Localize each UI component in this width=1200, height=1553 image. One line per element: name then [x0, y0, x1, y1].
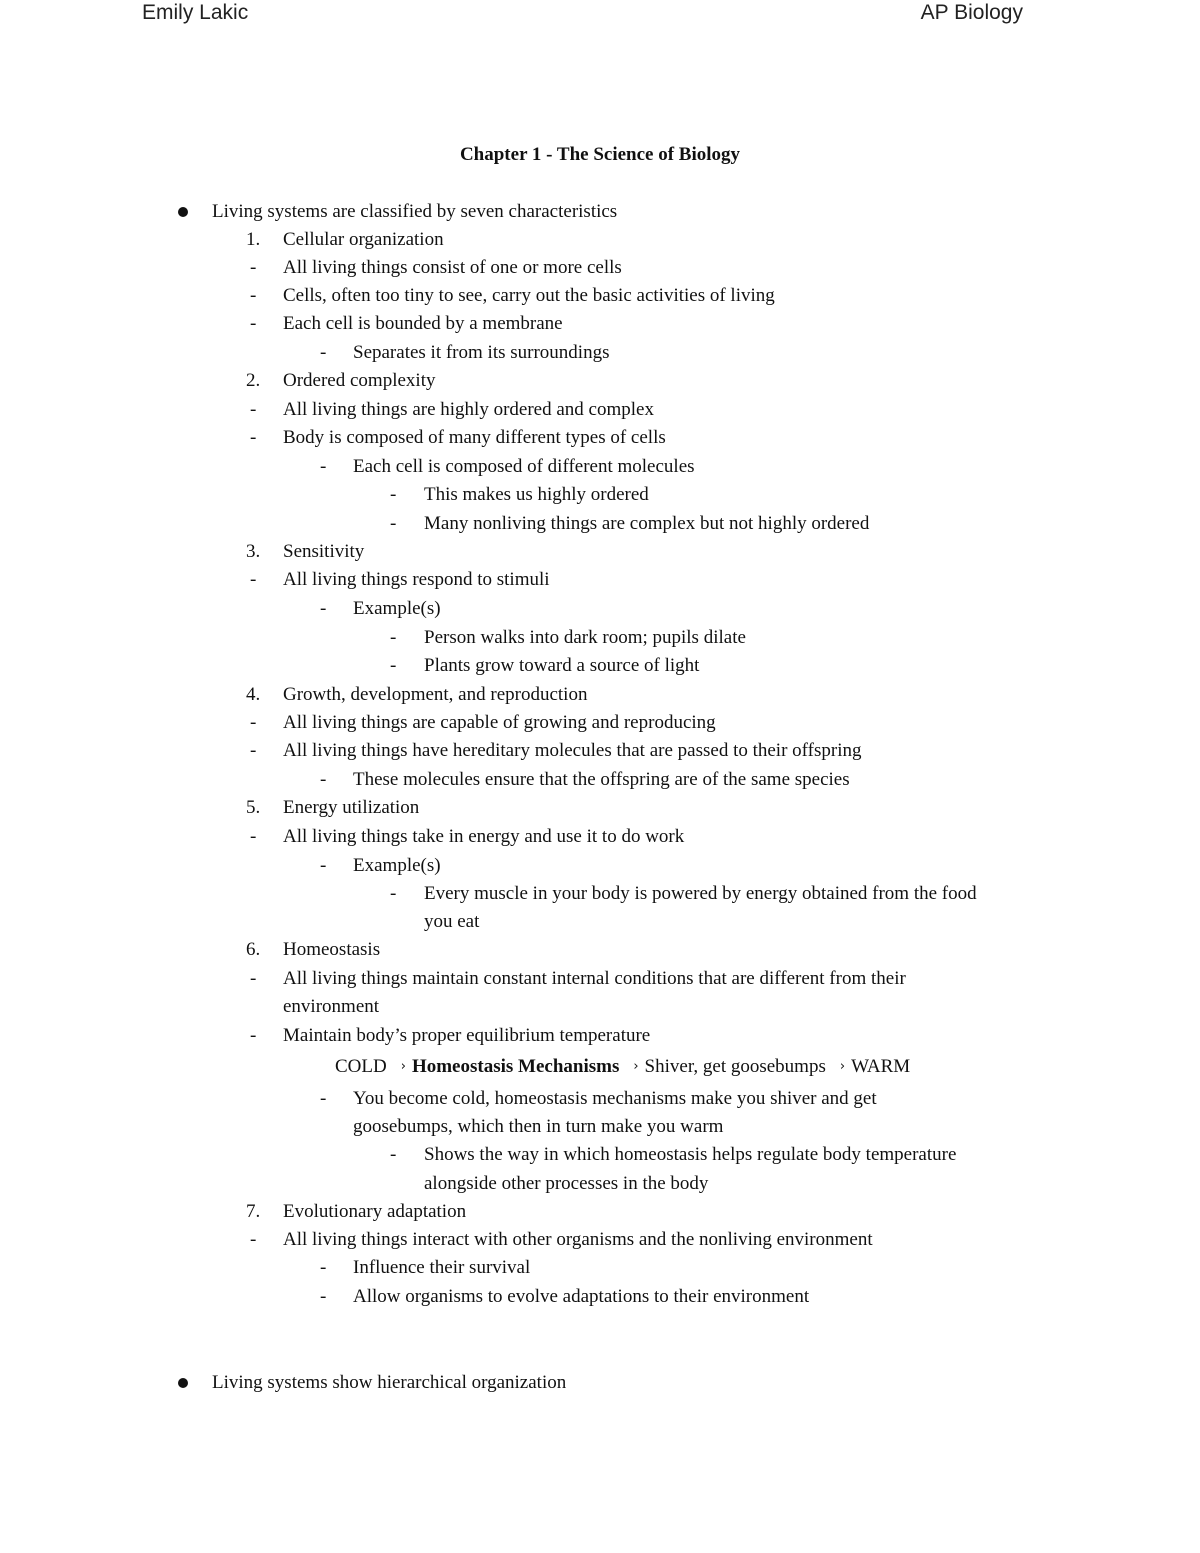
list-item-continuation: you eat	[424, 911, 480, 932]
dash-marker: -	[250, 427, 257, 448]
list-item: Growth, development, and reproduction	[283, 684, 588, 705]
list-item: All living things maintain constant internal conditions that are different from their	[283, 968, 906, 989]
dash-marker: -	[320, 1257, 327, 1278]
dash-marker: -	[320, 1286, 327, 1307]
list-item: Sensitivity	[283, 541, 365, 562]
list-item: Evolutionary adaptation	[283, 1201, 467, 1222]
list-item: You become cold, homeostasis mechanisms make you shiver and get	[353, 1088, 877, 1109]
dash-marker: -	[250, 285, 257, 306]
list-item: Homeostasis	[283, 939, 381, 960]
dash-marker: -	[250, 399, 257, 420]
dash-marker: -	[320, 456, 327, 477]
list-item: Each cell is bounded by a membrane	[283, 313, 563, 334]
flow-step-mechanisms: Homeostasis Mechanisms	[411, 1056, 620, 1077]
list-item: All living things are highly ordered and complex	[283, 399, 654, 420]
bullet-icon	[178, 207, 188, 217]
dash-marker: -	[390, 627, 397, 648]
list-item: Plants grow toward a source of light	[424, 655, 700, 676]
list-number: 6.	[246, 939, 261, 960]
list-item: All living things have hereditary molecules that are passed to their offspring	[283, 740, 862, 761]
list-item: Many nonliving things are complex but not highly ordered	[424, 513, 870, 534]
list-number: 1.	[246, 229, 261, 250]
dash-marker: -	[390, 655, 397, 676]
list-item: Separates it from its surroundings	[353, 342, 610, 363]
dash-marker: -	[250, 740, 257, 761]
list-item-continuation: environment	[283, 996, 380, 1017]
list-item: Cells, often too tiny to see, carry out the basic activities of living	[283, 285, 775, 306]
dash-marker: -	[250, 1229, 257, 1250]
header-course: AP Biology	[920, 1, 1023, 24]
dash-marker: -	[250, 313, 257, 334]
list-number: 3.	[246, 541, 261, 562]
list-item: These molecules ensure that the offspring are of the same species	[353, 769, 850, 790]
homeostasis-flow	[335, 1054, 910, 1082]
list-item: This makes us highly ordered	[424, 484, 649, 505]
list-item: All living things interact with other organisms and the nonliving environment	[283, 1229, 873, 1250]
page-title: Chapter 1 - The Science of Biology	[459, 144, 741, 165]
dash-marker: -	[320, 598, 327, 619]
bullet-item: Living systems show hierarchical organization	[212, 1372, 567, 1393]
list-item-continuation: goosebumps, which then in turn make you warm	[353, 1116, 724, 1137]
chevron-right-icon: ›	[400, 1059, 406, 1074]
list-item: Ordered complexity	[283, 370, 436, 391]
list-item: Every muscle in your body is powered by energy obtained from the food	[424, 883, 977, 904]
list-item: All living things take in energy and use it to do work	[283, 826, 685, 847]
flow-step-shiver: Shiver, get goosebumps	[644, 1056, 826, 1077]
dash-marker: -	[250, 826, 257, 847]
dash-marker: -	[250, 569, 257, 590]
bullet-item: Living systems are classified by seven characteristics	[212, 201, 618, 222]
list-item: Maintain body’s proper equilibrium temperature	[283, 1025, 651, 1046]
chevron-right-icon: ›	[633, 1059, 639, 1074]
list-number: 4.	[246, 684, 261, 705]
list-item: Body is composed of many different types of cells	[283, 427, 666, 448]
dash-marker: -	[250, 257, 257, 278]
list-number: 2.	[246, 370, 261, 391]
flow-step-warm: WARM	[851, 1056, 911, 1077]
list-item: All living things consist of one or more cells	[283, 257, 622, 278]
list-number: 7.	[246, 1201, 261, 1222]
list-item: All living things respond to stimuli	[283, 569, 550, 590]
list-item: Energy utilization	[283, 797, 420, 818]
list-item-continuation: alongside other processes in the body	[424, 1173, 709, 1194]
list-item: Each cell is composed of different molecules	[353, 456, 695, 477]
dash-marker: -	[320, 769, 327, 790]
list-number: 5.	[246, 797, 261, 818]
dash-marker: -	[390, 484, 397, 505]
list-item: Shows the way in which homeostasis helps regulate body temperature	[424, 1144, 957, 1165]
list-item: Allow organisms to evolve adaptations to their environment	[353, 1286, 810, 1307]
list-item: Cellular organization	[283, 229, 444, 250]
header-author: Emily Lakic	[142, 1, 249, 24]
dash-marker: -	[250, 712, 257, 733]
list-item: All living things are capable of growing and reproducing	[283, 712, 716, 733]
dash-marker: -	[390, 883, 397, 904]
dash-marker: -	[320, 855, 327, 876]
dash-marker: -	[250, 968, 257, 989]
list-item: Example(s)	[353, 598, 441, 619]
dash-marker: -	[390, 1144, 397, 1165]
dash-marker: -	[250, 1025, 257, 1046]
chevron-right-icon: ›	[839, 1059, 846, 1074]
bullet-icon	[178, 1378, 188, 1388]
dash-marker: -	[390, 513, 397, 534]
list-item: Influence their survival	[353, 1257, 531, 1278]
list-item: Person walks into dark room; pupils dilate	[424, 627, 746, 648]
dash-marker: -	[320, 1088, 327, 1109]
flow-step-cold: COLD	[335, 1056, 387, 1077]
dash-marker: -	[320, 342, 327, 363]
list-item: Example(s)	[353, 855, 441, 876]
